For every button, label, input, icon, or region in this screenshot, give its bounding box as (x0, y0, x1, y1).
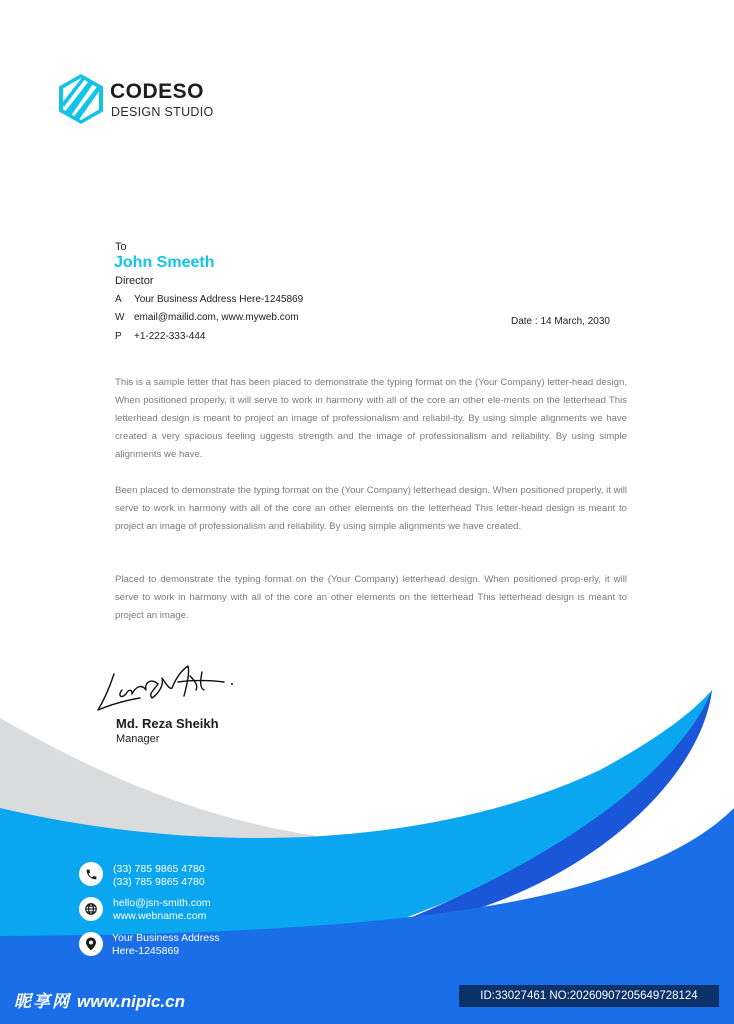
watermark-site-cn: 昵享网 (14, 992, 71, 1011)
signer-name: Md. Reza Sheikh (116, 716, 219, 731)
recipient-phone-row (115, 331, 205, 342)
recipient-phone: +1-222-333-444 (134, 331, 206, 342)
contact-key: P (115, 331, 122, 342)
brand-name: CODESO (110, 80, 205, 103)
location-pin-icon (79, 932, 103, 956)
footer-phone-block (113, 863, 205, 889)
watermark-id: ID:33027461 NO:20260907205649728124 (459, 985, 719, 1007)
contact-key: W (115, 312, 125, 323)
footer-wave-decoration (0, 680, 734, 1024)
body-paragraph: Placed to demonstrate the typing format on the (Your Company) letterhead design. When positioned prop-erly, it will serve to work in harmony with all of the core an other elements on the letterhead This letterhead design is meant to project an image. (115, 574, 627, 621)
footer-web-block (113, 897, 211, 923)
recipient-web-row (115, 312, 299, 323)
footer-address-block (112, 932, 220, 958)
to-label: To (115, 241, 127, 253)
footer-website: www.webname.com (113, 910, 207, 922)
footer-address-1: Your Business Address (112, 932, 220, 944)
body-paragraph: Been placed to demonstrate the typing format on the (Your Company) letterhead design. When positioned properly, it will serve to work in harmony with all of the core an other elements on the letterhead This letter-head design is meant to project an image of professionalism and reliability. By using simple alignments we have created. (115, 485, 627, 532)
footer-phone-2: (33) 785 9865 4780 (113, 876, 205, 888)
contact-key: A (115, 294, 122, 305)
watermark-site-url: www.nipic.cn (77, 992, 185, 1011)
recipient-name: John Smeeth (114, 254, 215, 271)
recipient-address: Your Business Address Here-1245869 (134, 294, 304, 305)
recipient-title: Director (115, 275, 154, 287)
footer-phone-1: (33) 785 9865 4780 (113, 863, 205, 875)
recipient-address-row (115, 294, 303, 305)
footer-email: hello@jsn-smith.com (113, 897, 211, 909)
watermark-site (14, 987, 185, 1012)
signer-role: Manager (116, 733, 160, 745)
codeso-logo-icon (58, 73, 104, 125)
phone-icon (79, 862, 103, 886)
globe-icon (79, 897, 103, 921)
brand-tagline: DESIGN STUDIO (111, 105, 214, 119)
body-paragraph: This is a sample letter that has been placed to demonstrate the typing format on the (Your Company) letter-head design. When positioned properly, it will serve to work in harmony with all of the core an other ele-ments on the letterhead This letterhead design is meant to project an image of professionalism and reliabil-ity. By using simple alignments we have created a very spacious feeling uggests strength and the image of professionalism and reliability. By using simple alignments we have. (115, 377, 627, 460)
recipient-email-web: email@mailid.com, www.myweb.com (134, 312, 299, 323)
letter-date: Date : 14 March, 2030 (511, 316, 610, 327)
footer-address-2: Here-1245869 (112, 945, 180, 957)
